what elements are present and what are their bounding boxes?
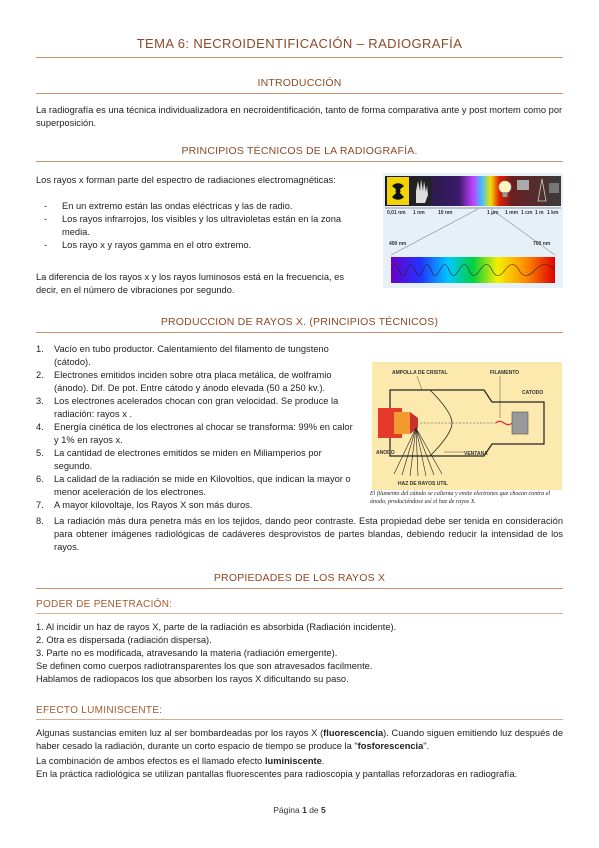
text-line: 1. Al incidir un haz de rayos X, parte de la radiación es absorbida (Radiación incidente). [36,622,397,632]
principles-bullets [36,200,366,252]
text-line: Hablamos de radiopacos los que absorben los rayos X dificultando su paso. [36,674,349,684]
range-left-label: 400 nm [389,241,407,247]
label-catodo: CATODO [522,390,544,396]
scale-label: 0,01 nm [387,210,406,216]
production-heading: PRODUCCION DE RAYOS X. (PRINCIPIOS TÉCNICOS) [36,316,563,333]
list-item: 5. La cantidad de electrones emitidos se miden en Miliamperios por segundo. [36,448,322,471]
penetration-heading: PODER DE PENETRACIÓN: [36,599,563,614]
page-title: TEMA 6: NECROIDENTIFICACIÓN – RADIOGRAFÍA [36,36,563,58]
list-item: 2. Electrones emitidos inciden sobre otra placa metálica, de wolframio (ánodo). Dif. De pot. Entre cátodo y ánodo elevada (50 a 250 kv.). [36,370,332,393]
cathode [512,412,528,434]
list-item: 8. La radiación más dura penetra más en los tejidos, dando peor contraste. Esta propiedad debe ser tenida en consideración para obtener imágenes radiológicas de cadáveres desprovistos de partes blandas, debiendo reducir la intensidad de los rayos. [36,516,563,552]
production-list-cont [36,515,563,554]
list-item: 1. Vacío en tubo productor. Calentamiento del filamento de tungsteno (cátodo). [36,344,329,367]
radio-icon [549,183,559,193]
xray-tube-figure [372,362,562,490]
list-item: - Los rayo x y rayos gamma en el otro extremo. [36,239,366,252]
spectrum-figure [383,173,563,288]
list-item: - Los rayos infrarrojos, los visibles y los ultravioletas están en la zona media. [36,213,366,239]
term-fluorescencia: fluorescencia [323,728,384,738]
list-item: 6. La calidad de la radiación se mide en Kilovoltios, que indican la mayor o menor aceleración de los electrones. [36,474,351,497]
luminescent-paragraph-1: Algunas sustancias emiten luz al ser bombardeadas por los rayos X (fluorescencia). Cuando siguen emitiendo luz después de haber cesado la radiación, durante un corto espacio de tiempo se produce la "fosforescencia". [36,728,563,751]
intro-text: La radiografía es una técnica individualizadora en necroidentificación, tanto de forma comparativa ante y post mortem como por superposición. [36,105,563,128]
term-fosforescencia: fosforescencia [357,741,424,751]
luminescent-paragraph-3: En la práctica radiológica se utilizan pantallas fluorescentes para radioscopia y pantallas reforzadoras en radiografía. [36,769,518,779]
production-list [36,343,358,512]
text-line: Se definen como cuerpos radiotransparentes los que son atravesados facilmente. [36,661,373,671]
principles-closing: La diferencia de los rayos x y los rayos luminosos está en la frecuencia, es decir, en el número de vibraciones por segundo. [36,272,344,295]
label-ventana: VENTANA [464,451,488,457]
list-item: 7. A mayor kilovoltaje, los Rayos X son más duros. [36,500,253,510]
intro-heading: INTRODUCCIÓN [36,77,563,94]
scale-label: 1 nm [413,210,425,216]
text-line: 2. Otra es dispersada (radiación dispersa). [36,635,212,645]
bulb-icon [499,181,511,193]
scale-label: 1 km [547,210,559,216]
range-right-label: 700 nm [533,241,551,247]
label-anodo: ANODO [376,450,395,456]
text-line: 3. Parte no es modificada, atravesando la materia (radiación emergente). [36,648,338,658]
label-filamento: FILAMENTO [490,370,520,376]
principles-lead: Los rayos x forman parte del espectro de radiaciones electromagnéticas: [36,175,336,185]
penetration-text [36,621,563,686]
microwave-icon [517,180,529,190]
label-ampolla: AMPOLLA DE CRISTAL [392,370,448,376]
list-item: 4. Energía cinética de los electrones al chocar se transforma: 99% en calor y 1% en rayos x. [36,422,353,445]
scale-label: 1 m [535,210,544,216]
list-item: 3. Los electrones acelerados chocan con gran velocidad. Se produce la radiación: rayos x . [36,396,339,419]
term-luminiscente: luminiscente [264,756,322,766]
scale-label: 1 µm [487,210,499,216]
scale-label: 1 cm [521,210,533,216]
luminescent-heading: EFECTO LUMINISCENTE: [36,705,563,720]
principles-heading: PRINCIPIOS TÉCNICOS DE LA RADIOGRAFÍA. [36,145,563,162]
scale-label: 1 mm [505,210,519,216]
tube-figure-caption: El filamento del cátodo se calienta y emite electrones que chocan contra el ánodo, produciéndose así el haz de rayos X. [370,491,551,505]
page-number: Página 1 de 5 [273,805,326,815]
label-haz: HAZ DE RAYOS UTIL [398,481,448,487]
scale-label: 10 nm [438,210,453,216]
luminescent-paragraph-2: La combinación de ambos efectos es el llamado efecto luminiscente. [36,756,325,766]
visible-spectrum-band [391,257,555,283]
properties-heading: PROPIEDADES DE LOS RAYOS X [36,572,563,589]
list-item: - En un extremo están las ondas eléctricas y las de radio. [36,200,366,213]
